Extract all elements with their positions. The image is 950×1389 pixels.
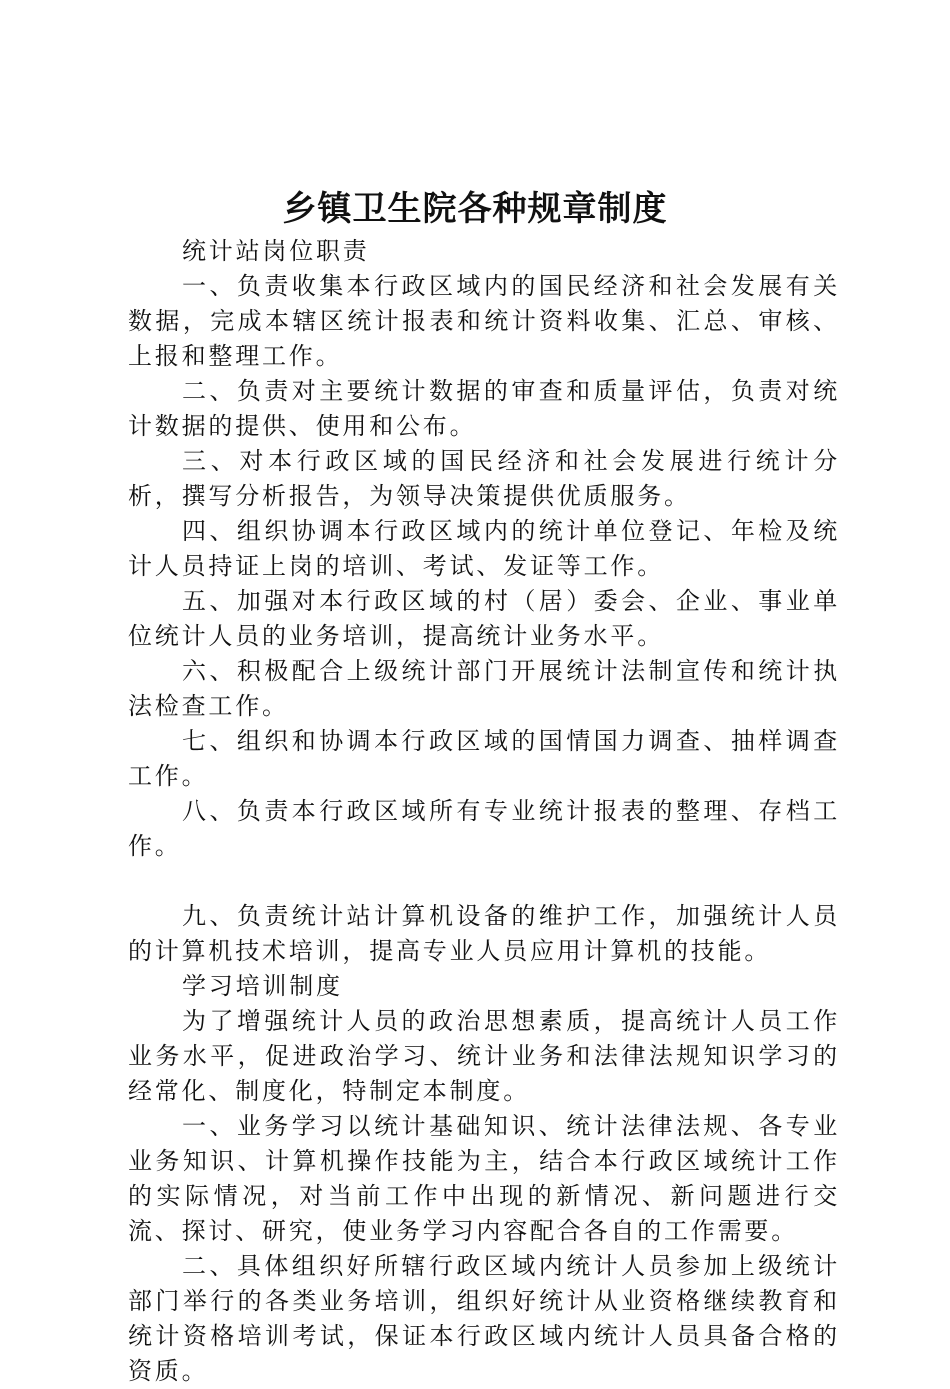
paragraph: 一、负责收集本行政区域内的国民经济和社会发展有关数据，完成本辖区统计报表和统计资料收集、汇总、审核、上报和整理工作。 [128,272,840,370]
paragraph: 七、组织和协调本行政区域的国情国力调查、抽样调查工作。 [128,727,840,790]
paragraph: 六、积极配合上级统计部门开展统计法制宣传和统计执法检查工作。 [128,657,840,720]
paragraph: 三、对本行政区域的国民经济和社会发展进行统计分析，撰写分析报告，为领导决策提供优质服务。 [128,447,840,510]
section-heading-training-system: 学习培训制度 [182,972,343,1000]
paragraph: 九、负责统计站计算机设备的维护工作，加强统计人员的计算机技术培训，提高专业人员应用计算机的技能。 [128,902,840,965]
paragraph: 为了增强统计人员的政治思想素质，提高统计人员工作业务水平，促进政治学习、统计业务和法律法规知识学习的经常化、制度化，特制定本制度。 [128,1007,840,1105]
paragraph: 二、负责对主要统计数据的审查和质量评估，负责对统计数据的提供、使用和公布。 [128,377,840,440]
paragraph: 二、具体组织好所辖行政区域内统计人员参加上级统计部门举行的各类业务培训，组织好统计从业资格继续教育和统计资格培训考试，保证本行政区域内统计人员具备合格的资质。 [128,1252,840,1385]
paragraph: 八、负责本行政区域所有专业统计报表的整理、存档工作。 [128,797,840,860]
section-heading-statistics-station-duties: 统计站岗位职责 [182,237,370,265]
paragraph: 一、业务学习以统计基础知识、统计法律法规、各专业业务知识、计算机操作技能为主，结合本行政区域统计工作的实际情况，对当前工作中出现的新情况、新问题进行交流、探讨、研究，使业务学习内容配合各自的工作需要。 [128,1112,840,1245]
paragraph: 四、组织协调本行政区域内的统计单位登记、年检及统计人员持证上岗的培训、考试、发证等工作。 [128,517,840,580]
paragraph: 五、加强对本行政区域的村（居）委会、企业、事业单位统计人员的业务培训，提高统计业务水平。 [128,587,840,650]
document-body [128,234,840,1389]
document-title: 乡镇卫生院各种规章制度 [282,189,668,229]
